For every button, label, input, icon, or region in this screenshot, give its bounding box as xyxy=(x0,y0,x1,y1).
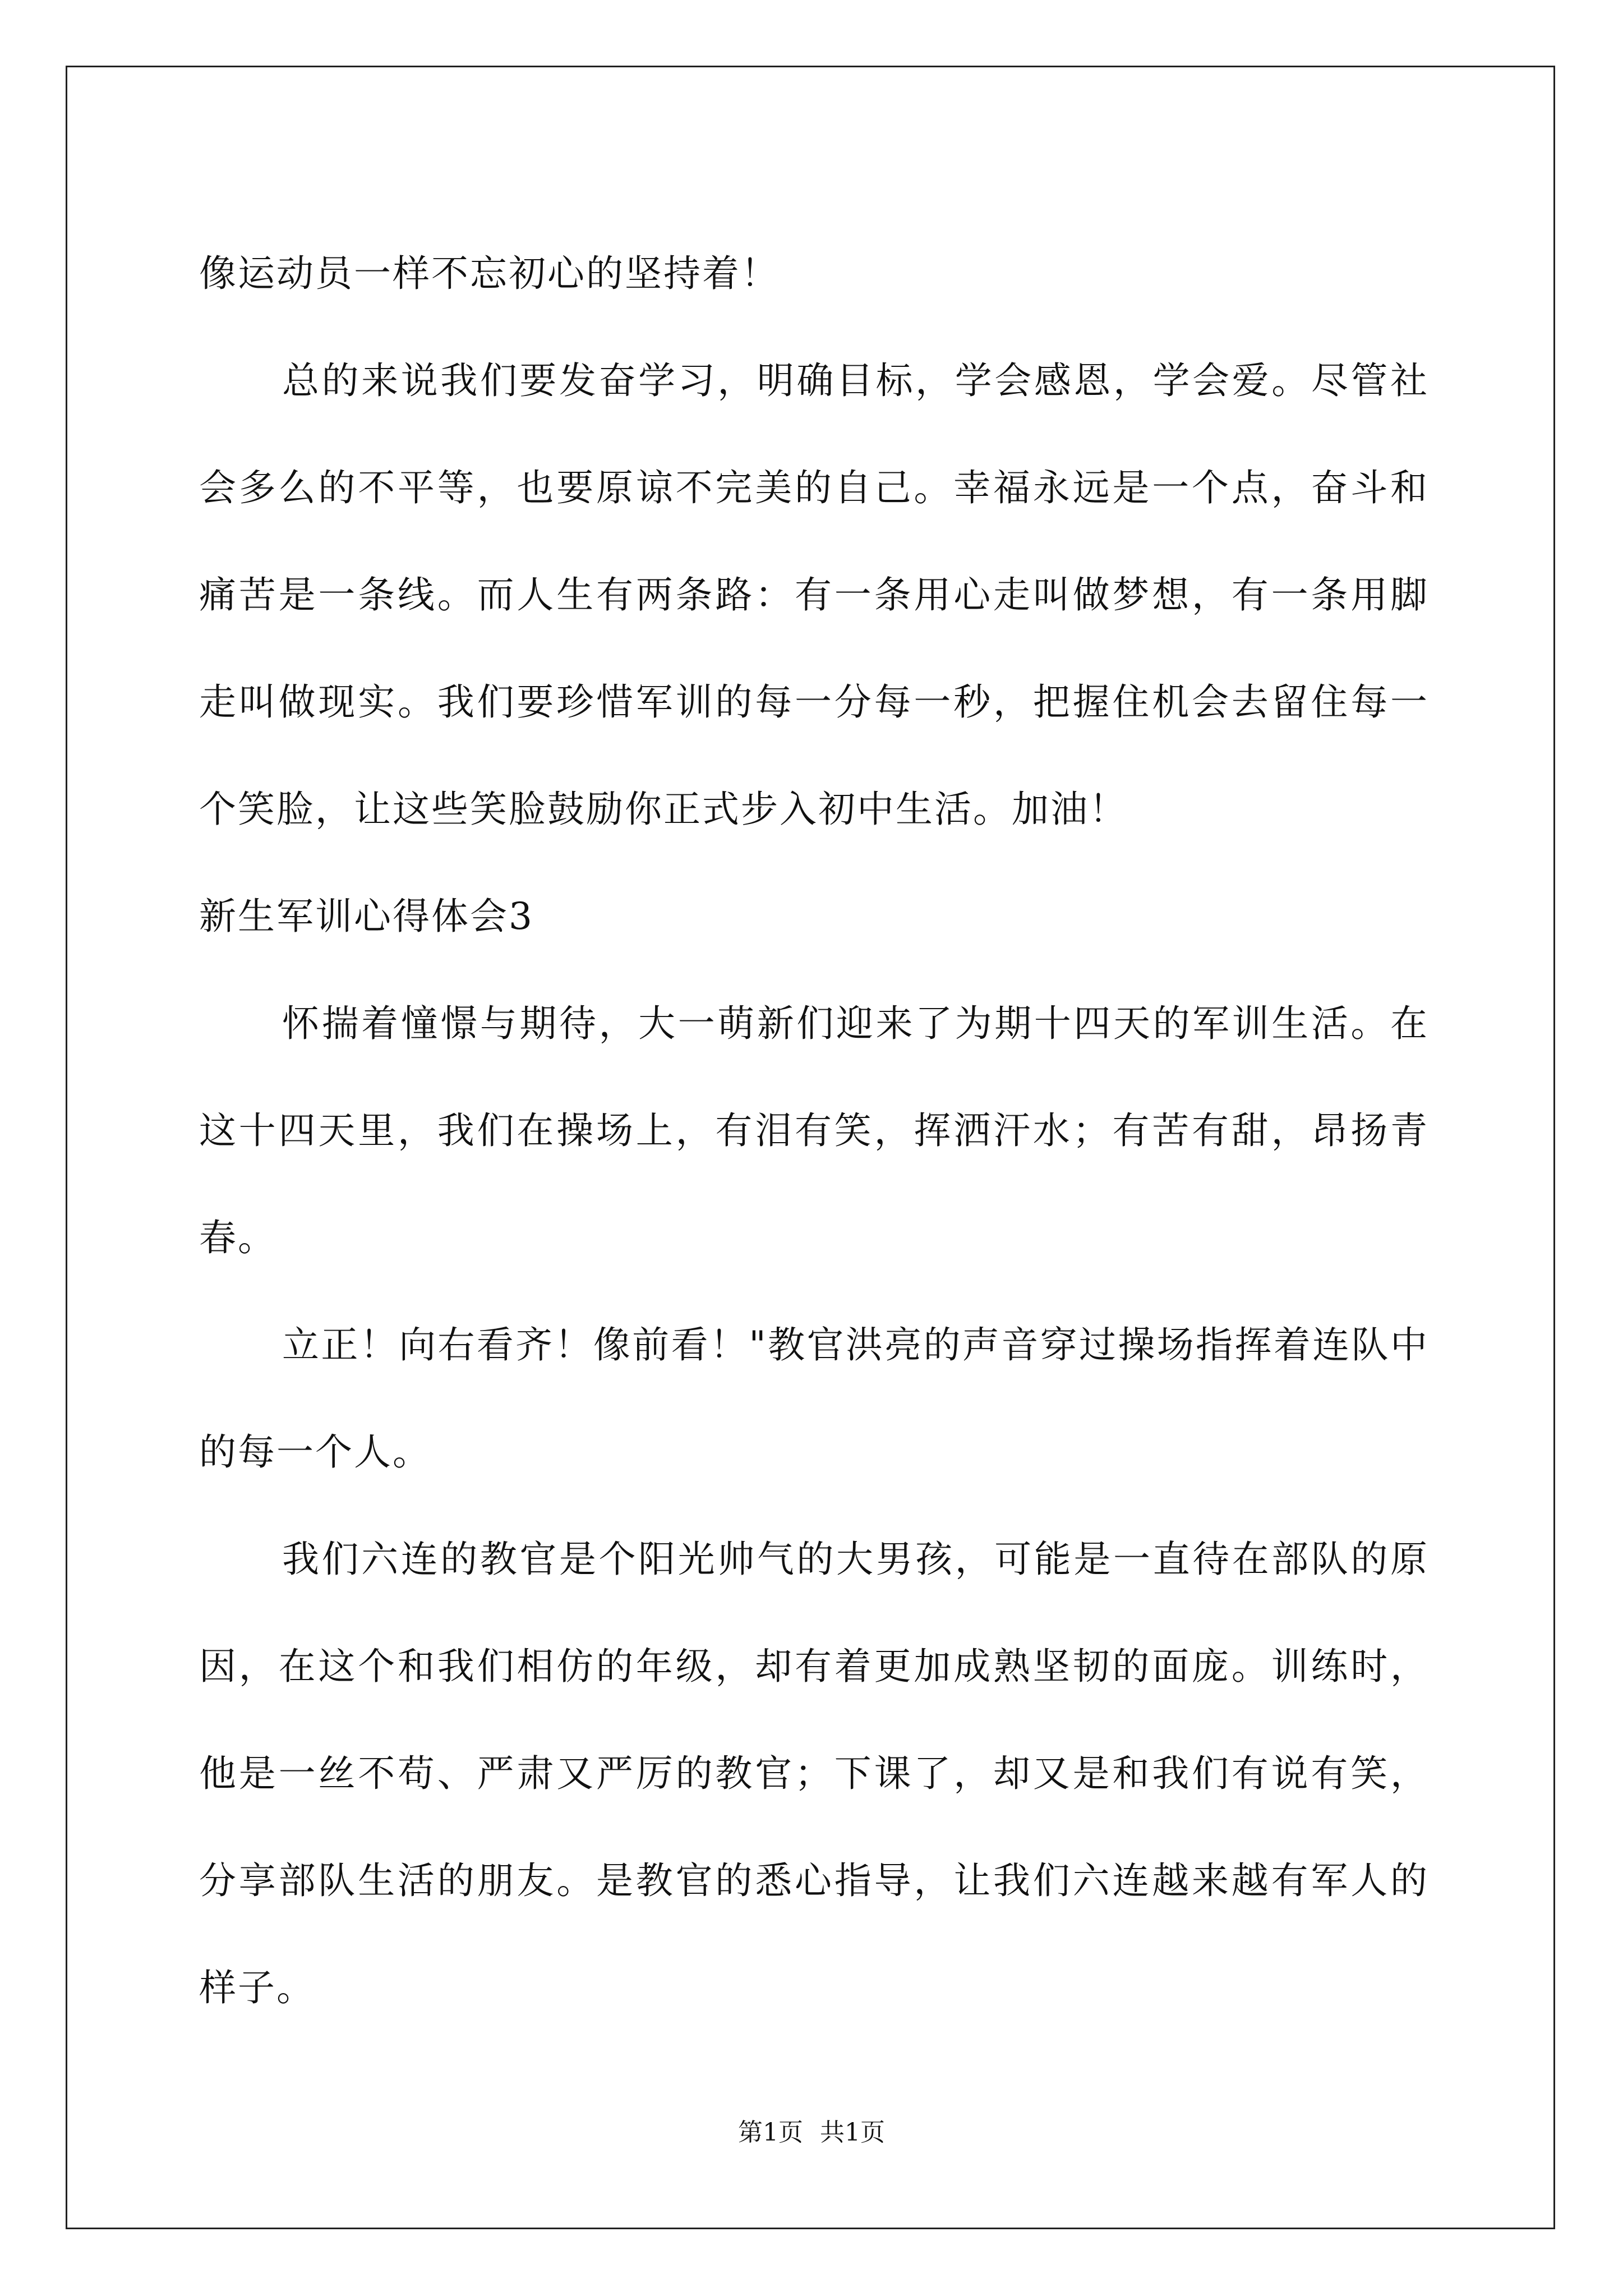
page-footer xyxy=(0,2116,1623,2150)
document-body xyxy=(199,220,1429,2041)
page-number: 第1页 xyxy=(738,2118,803,2147)
paragraph-2: 总的来说我们要发奋学习，明确目标，学会感恩，学会爱。尽管社会多么的不平等，也要原谅不完美的自己。幸福永远是一个点，奋斗和痛苦是一条线。而人生有两条路：有一条用心走叫做梦想，有一条用脚走叫做现实。我们要珍惜军训的每一分每一秒，把握住机会去留住每一个笑脸，让这些笑脸鼓励你正式步入初中生活。加油！ xyxy=(199,359,1429,831)
paragraph-1: 像运动员一样不忘初心的坚持着！ xyxy=(199,252,780,295)
section-heading: 新生军训心得体会3 xyxy=(199,895,534,938)
paragraph-3: 怀揣着憧憬与期待，大一萌新们迎来了为期十四天的军训生活。在这十四天里，我们在操场上，有泪有笑，挥洒汗水；有苦有甜，昂扬青春。 xyxy=(199,1002,1429,1259)
page-total: 共1页 xyxy=(820,2118,885,2147)
paragraph-5: 我们六连的教官是个阳光帅气的大男孩，可能是一直待在部队的原因，在这个和我们相仿的年级，却有着更加成熟坚韧的面庞。训练时，他是一丝不苟、严肃又严厉的教官；下课了，却又是和我们有说有笑，分享部队生活的朋友。是教官的悉心指导，让我们六连越来越有军人的样子。 xyxy=(199,1538,1429,2009)
paragraph-4: 立正！向右看齐！像前看！"教官洪亮的声音穿过操场指挥着连队中的每一个人。 xyxy=(199,1323,1429,1474)
